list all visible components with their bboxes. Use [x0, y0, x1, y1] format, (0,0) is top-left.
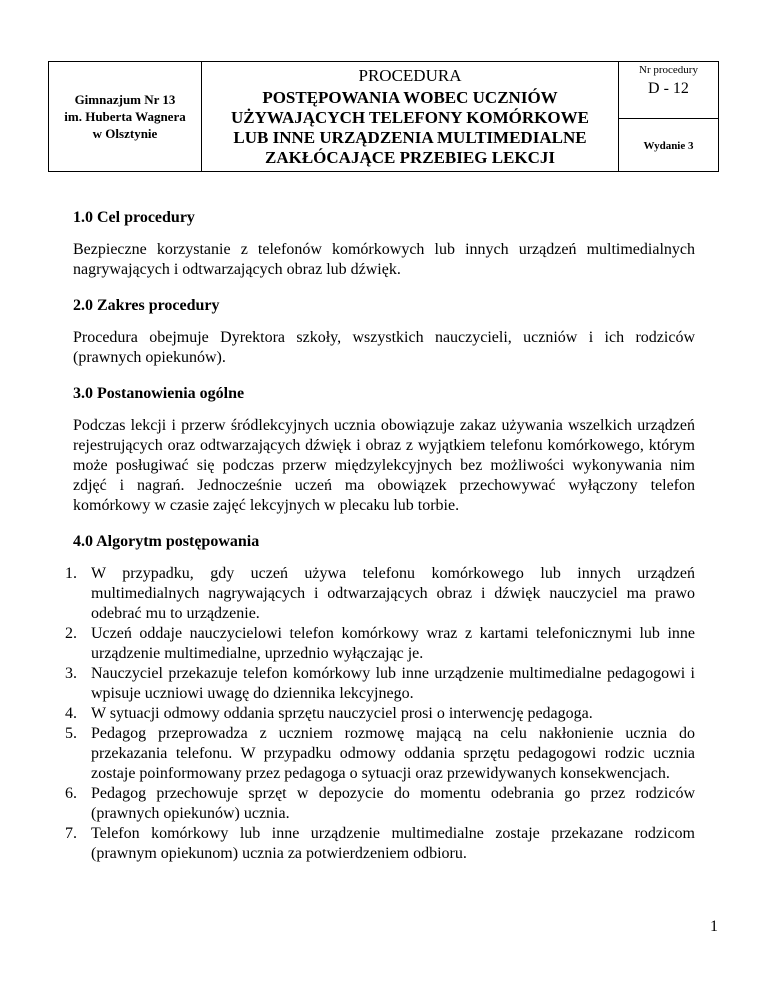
procedure-title-line: LUB INNE URZĄDZENIA MULTIMEDIALNE	[233, 127, 587, 147]
section-general-provisions	[73, 384, 695, 516]
school-name-line: w Olsztynie	[92, 126, 158, 141]
list-item-text: Telefon komórkowy lub inne urządzenie multimedialne zostaje przekazane rodzicom (prawnym opiekunom) ucznia za potwierdzeniem odbioru.	[91, 825, 695, 862]
section-scope	[73, 296, 695, 368]
section-paragraph: Bezpieczne korzystanie z telefonów komórkowych lub innych urządzeń multimedialnych nagrywających i odtwarzających obraz lub dźwięk.	[73, 241, 695, 278]
list-item-text: Pedagog przeprowadza z uczniem rozmowę mającą na celu nakłonienie ucznia do przekazania telefonu. W przypadku odmowy oddania sprzętu pedagogowi rodzic ucznia zostaje poinformowany przez pedagoga o sytuacji oraz przewidywanych konsekwencjach.	[91, 725, 695, 782]
list-item-text: Nauczyciel przekazuje telefon komórkowy lub inne urządzenie multimedialne pedagogowi i wpisuje uczniowi uwagę do dziennika lekcyjnego.	[91, 665, 695, 702]
section-goal	[73, 208, 695, 280]
list-item	[65, 624, 695, 664]
section-paragraph: Podczas lekcji i przerw śródlekcyjnych ucznia obowiązuje zakaz używania wszelkich urządzeń rejestrujących oraz odtwarzających dźwięk i obraz z wyjątkiem telefonu komórkowego, którym może posługiwać się podczas przerw międzylekcyjnych bez możliwości wykonywania nim zdjęć i nagrań. Jednocześnie uczeń ma obowiązek przechowywać wyłączony telefon komórkowy w czasie zajęć lekcyjnych w plecaku lub torbie.	[73, 417, 695, 514]
list-item-number: 3.	[65, 665, 77, 682]
school-name-line: im. Huberta Wagnera	[64, 109, 186, 124]
list-item-text: W przypadku, gdy uczeń używa telefonu komórkowego lub innych urządzeń multimedialnych nagrywających i odtwarzających obraz i dźwięk nauczyciel ma prawo odebrać mu to urządzenie.	[91, 565, 695, 622]
procedure-title-line: POSTĘPOWANIA WOBEC UCZNIÓW	[262, 87, 558, 107]
school-name-cell	[49, 62, 202, 172]
procedure-label: PROCEDURA	[358, 65, 462, 85]
list-item-number: 5.	[65, 725, 77, 742]
list-item	[65, 664, 695, 704]
section-heading: 4.0 Algorytm postępowania	[73, 533, 260, 550]
list-item-number: 7.	[65, 825, 77, 842]
section-heading: 2.0 Zakres procedury	[73, 297, 220, 314]
procedure-number-label: Nr procedury	[639, 64, 698, 76]
list-item-text: Pedagog przechowuje sprzęt w depozycie do momentu odebrania go przez rodziców (prawnych opiekunów) ucznia.	[91, 785, 695, 822]
section-algorithm	[65, 532, 695, 864]
page-number: 1	[710, 918, 718, 935]
edition-label: Wydanie 3	[643, 140, 694, 152]
list-item-number: 4.	[65, 705, 77, 722]
list-item	[65, 724, 695, 784]
procedure-title	[202, 88, 618, 168]
list-item	[65, 824, 695, 864]
procedure-title-line: UŻYWAJĄCYCH TELEFONY KOMÓRKOWE	[231, 107, 589, 127]
algorithm-steps-list	[65, 564, 695, 864]
list-item-text: Uczeń oddaje nauczycielowi telefon komórkowy wraz z kartami telefonicznymi lub inne urządzenie multimedialne, uprzednio wyłączając je.	[91, 625, 695, 662]
section-paragraph: Procedura obejmuje Dyrektora szkoły, wszystkich nauczycieli, uczniów i ich rodziców (prawnych opiekunów).	[73, 329, 695, 366]
list-item	[65, 564, 695, 624]
list-item	[65, 784, 695, 824]
procedure-title-line: ZAKŁÓCAJĄCE PRZEBIEG LEKCJI	[265, 147, 555, 167]
list-item-number: 1.	[65, 565, 77, 582]
list-item-number: 2.	[65, 625, 77, 642]
procedure-number-cell	[619, 62, 719, 119]
procedure-title-cell	[202, 62, 619, 172]
section-heading: 3.0 Postanowienia ogólne	[73, 385, 245, 402]
section-heading: 1.0 Cel procedury	[73, 209, 195, 226]
procedure-number-value: D - 12	[648, 80, 689, 97]
list-item-number: 6.	[65, 785, 77, 802]
document-body	[65, 208, 695, 864]
school-name-line: Gimnazjum Nr 13	[74, 92, 176, 107]
edition-cell	[619, 119, 719, 172]
procedure-header-table	[48, 61, 719, 172]
school-name	[49, 91, 201, 142]
list-item-text: W sytuacji odmowy oddania sprzętu nauczyciel prosi o interwencję pedagoga.	[91, 705, 593, 722]
list-item	[65, 704, 695, 724]
